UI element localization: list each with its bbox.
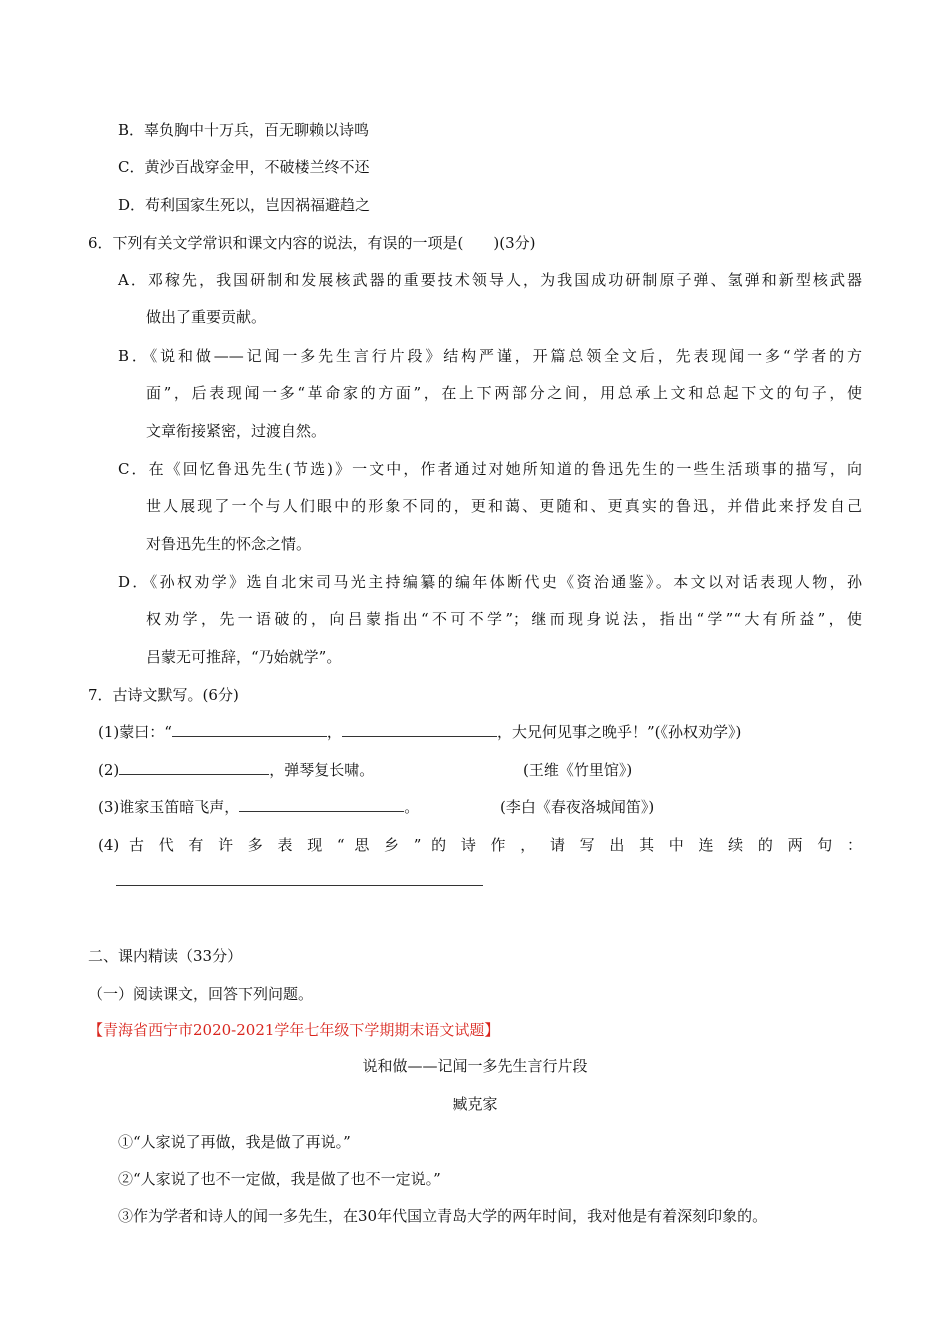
q7-part3-prefix: (3)谁家玉笛暗飞声， (98, 798, 240, 816)
q7-part3-suffix: 。 (404, 798, 420, 816)
exam-source: 【青海省西宁市2020-2021学年七年级下学期期末语文试题】 (88, 1021, 500, 1039)
q6-option-c-line1: C．在《回忆鲁迅先生(节选)》一文中，作者通过对她所知道的鲁迅先生的一些生活琐事的描写，向 (118, 460, 862, 478)
q7-part2 (98, 759, 374, 781)
q7-part2-suffix: ，弹琴复长啸。 (269, 761, 375, 779)
q7-part1-comma: ， (326, 723, 342, 741)
article-para-1: ①“人家说了再做，我是做了再说。” (118, 1133, 351, 1151)
q7-part1-suffix: ，大兄何见事之晚乎！”(《孙权劝学》) (496, 723, 742, 741)
q6-option-a-line2: 做出了重要贡献。 (146, 308, 267, 326)
q7-blank-2[interactable] (342, 722, 497, 737)
article-para-3: ③作为学者和诗人的闻一多先生，在30年代国立青岛大学的两年时间，我对他是有着深刻印象的。 (118, 1207, 768, 1225)
section2-title: 二、课内精读（33分） (88, 947, 243, 965)
section2-subtitle: （一）阅读课文，回答下列问题。 (88, 985, 314, 1003)
q7-part1-prefix: (1)蒙曰：“ (98, 723, 172, 741)
q7-blank-5[interactable] (116, 885, 483, 886)
q6-option-b-line2: 面”，后表现闻一多“革命家的方面”，在上下两部分之间，用总承上文和总起下文的句子，使 (146, 384, 862, 402)
q7-stem: 7．古诗文默写。(6分) (88, 686, 239, 704)
q7-blank-4[interactable] (239, 797, 404, 812)
q5-option-c: C．黄沙百战穿金甲，不破楼兰终不还 (118, 158, 370, 176)
q6-option-d-line1: D．《孙权劝学》选自北宋司马光主持编纂的编年体断代史《资治通鉴》。本文以对话表现人物，孙 (118, 573, 862, 591)
q5-option-d: D．苟利国家生死以，岂因祸福避趋之 (118, 196, 371, 214)
q7-part3-source: (李白《春夜洛城闻笛》) (500, 798, 655, 816)
q7-part4: (4) 古 代 有 许 多 表 现 “ 思 乡 ” 的 诗 作 ， 请 写 出 其 中 连 续 的 两 句 ： (98, 836, 862, 854)
article-title: 说和做——记闻一多先生言行片段 (362, 1057, 588, 1075)
q6-stem: 6．下列有关文学常识和课文内容的说法，有误的一项是( )(3分) (88, 234, 536, 252)
q7-part3 (98, 796, 419, 818)
q7-blank-1[interactable] (172, 722, 327, 737)
q7-part2-source: (王维《竹里馆》) (523, 761, 633, 779)
q6-option-d-line3: 吕蒙无可推辞，“乃始就学”。 (146, 648, 342, 666)
article-author: 臧克家 (452, 1095, 498, 1113)
q5-option-b: B．辜负胸中十万兵，百无聊赖以诗鸣 (118, 121, 370, 139)
q6-option-a-line1: A．邓稼先，我国研制和发展核武器的重要技术领导人，为我国成功研制原子弹、氢弹和新型核武器 (118, 271, 862, 289)
q6-option-b-line3: 文章衔接紧密，过渡自然。 (146, 422, 327, 440)
q7-part1 (98, 721, 741, 743)
q7-blank-3[interactable] (119, 760, 269, 775)
q6-option-c-line2: 世人展现了一个与人们眼中的形象不同的，更和蔼、更随和、更真实的鲁迅，并借此来抒发自己 (146, 497, 862, 515)
q6-option-b-line1: B．《说和做——记闻一多先生言行片段》结构严谨，开篇总领全文后，先表现闻一多“学者的方 (118, 347, 862, 365)
q7-part2-prefix: (2) (98, 761, 120, 779)
q6-option-c-line3: 对鲁迅先生的怀念之情。 (146, 535, 312, 553)
article-para-2: ②“人家说了也不一定做，我是做了也不一定说。” (118, 1170, 441, 1188)
q6-option-d-line2: 权劝学，先一语破的，向吕蒙指出“不可不学”；继而现身说法，指出“学”“大有所益”，使 (146, 610, 862, 628)
